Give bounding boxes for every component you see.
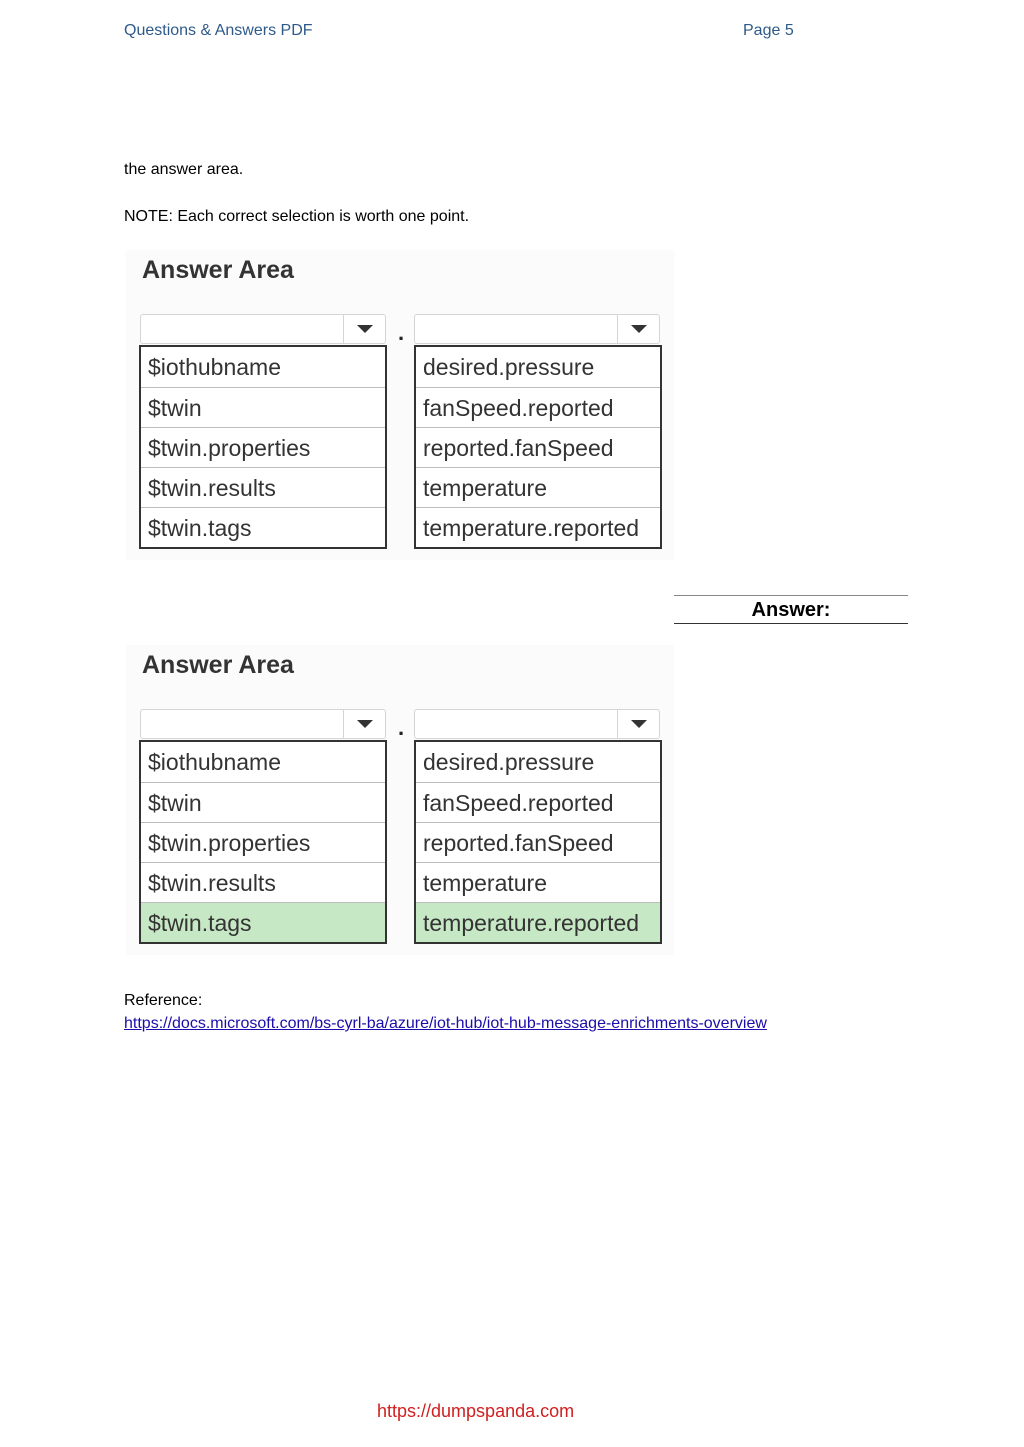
- option-twin-properties[interactable]: $twin.properties: [141, 822, 385, 862]
- option-desired-pressure[interactable]: desired.pressure: [423, 749, 595, 775]
- selected-option-twin-tags[interactable]: $twin.tags: [141, 902, 385, 942]
- answer-label: Answer:: [674, 595, 908, 624]
- left-options-list: [139, 740, 387, 944]
- intro-text: the answer area.: [124, 161, 244, 178]
- header-title: Questions & Answers PDF: [124, 22, 313, 39]
- page-number: Page 5: [743, 22, 794, 39]
- right-dropdown[interactable]: [414, 709, 660, 739]
- separator-dot: .: [398, 715, 405, 740]
- chevron-down-icon[interactable]: [343, 710, 385, 738]
- option-fanspeed-reported[interactable]: fanSpeed.reported: [416, 387, 660, 427]
- note-text: NOTE: Each correct selection is worth one point.: [124, 208, 470, 225]
- option-temperature-reported[interactable]: temperature.reported: [416, 507, 660, 547]
- chevron-down-icon[interactable]: [617, 315, 659, 343]
- selected-option-temperature-reported[interactable]: temperature.reported: [416, 902, 660, 942]
- left-dropdown[interactable]: [140, 709, 386, 739]
- option-twin-properties[interactable]: $twin.properties: [141, 427, 385, 467]
- option-twin[interactable]: $twin: [141, 782, 385, 822]
- option-fanspeed-reported[interactable]: fanSpeed.reported: [416, 782, 660, 822]
- reference-label: Reference:: [124, 992, 203, 1009]
- left-options-list: [139, 345, 387, 549]
- option-reported-fanspeed[interactable]: reported.fanSpeed: [416, 427, 660, 467]
- chevron-down-icon[interactable]: [617, 710, 659, 738]
- option-temperature[interactable]: temperature: [416, 467, 660, 507]
- left-dropdown[interactable]: [140, 314, 386, 344]
- footer-url[interactable]: https://dumpspanda.com: [377, 1401, 575, 1421]
- right-dropdown[interactable]: [414, 314, 660, 344]
- option-reported-fanspeed[interactable]: reported.fanSpeed: [416, 822, 660, 862]
- option-desired-pressure[interactable]: desired.pressure: [423, 354, 595, 380]
- option-temperature[interactable]: temperature: [416, 862, 660, 902]
- answer-area-title: Answer Area: [142, 651, 294, 679]
- right-options-list: [414, 740, 662, 944]
- option-twin-results[interactable]: $twin.results: [141, 467, 385, 507]
- option-twin-tags[interactable]: $twin.tags: [141, 507, 385, 547]
- option-twin[interactable]: $twin: [141, 387, 385, 427]
- question-answer-area: [126, 250, 674, 560]
- option-iothubname[interactable]: $iothubname: [148, 749, 281, 775]
- separator-dot: .: [398, 320, 405, 345]
- option-twin-results[interactable]: $twin.results: [141, 862, 385, 902]
- option-iothubname[interactable]: $iothubname: [148, 354, 281, 380]
- right-options-list: [414, 345, 662, 549]
- answer-area-title: Answer Area: [142, 256, 294, 284]
- reference-link[interactable]: https://docs.microsoft.com/bs-cyrl-ba/azure/iot-hub/iot-hub-message-enrichments-overview: [124, 1015, 767, 1032]
- chevron-down-icon[interactable]: [343, 315, 385, 343]
- solution-answer-area: [126, 645, 674, 955]
